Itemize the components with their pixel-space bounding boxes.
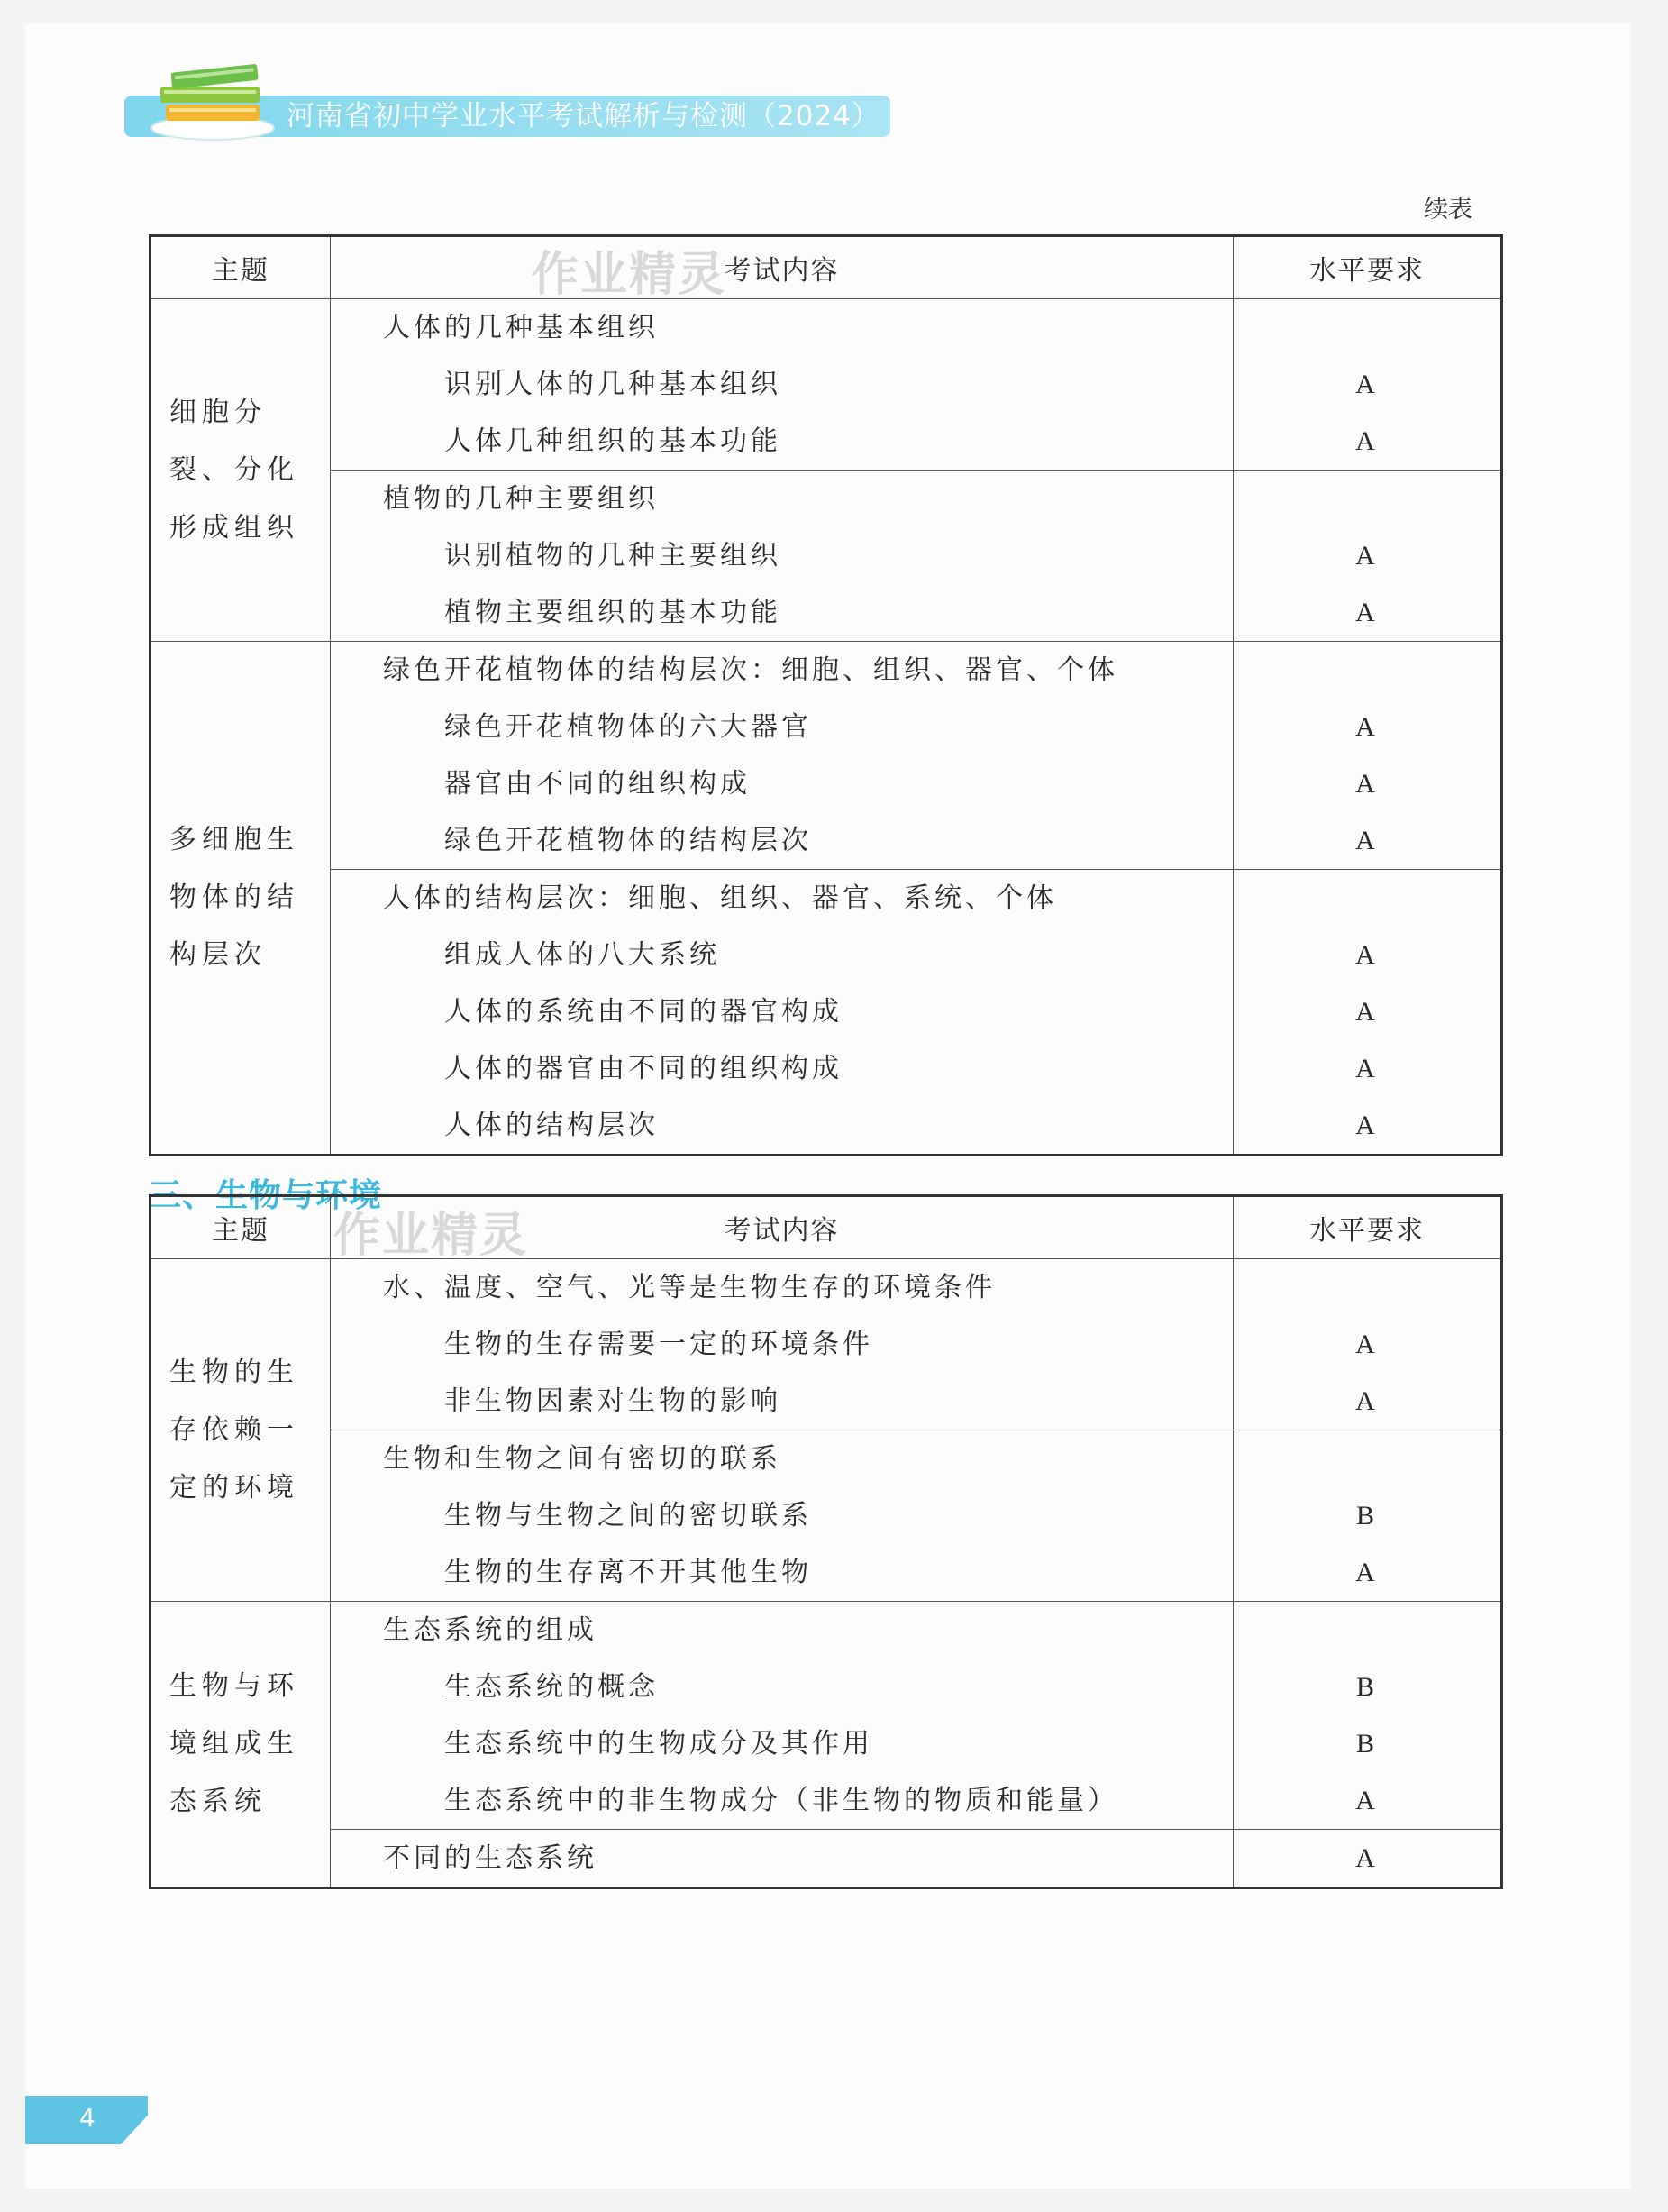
level-value: A — [1355, 1843, 1379, 1873]
content-item: 组成人体的八大系统 — [444, 939, 720, 971]
table-row — [150, 299, 1502, 471]
level-value: B — [1355, 1729, 1378, 1759]
level-cell — [1234, 1430, 1502, 1602]
content-item: 人体的结构层次 — [444, 1110, 659, 1141]
content-item: 生态系统中的非生物成分（非生物的物质和能量） — [444, 1785, 1118, 1816]
content-item: 人体的器官由不同的组织构成 — [444, 1053, 843, 1084]
level-value: A — [1355, 370, 1379, 399]
content-item: 生物与生物之间的密切联系 — [444, 1500, 812, 1531]
content-cell — [331, 642, 1234, 870]
content-item: 绿色开花植物体的结构层次 — [444, 825, 812, 856]
topic-cell: 多细胞生物体的结构层次 — [150, 642, 331, 1156]
topic-cell: 细胞分裂、分化形成组织 — [150, 299, 331, 642]
level-spacer — [1234, 471, 1500, 527]
level-value: A — [1355, 769, 1379, 799]
content-block-title: 生态系统的组成 — [383, 1614, 597, 1646]
level-cell — [1234, 1830, 1502, 1888]
level-spacer — [1234, 642, 1500, 699]
table-row — [150, 642, 1502, 870]
content-cell — [331, 1430, 1234, 1602]
content-item: 识别人体的几种基本组织 — [444, 369, 781, 400]
content-cell — [331, 1602, 1234, 1830]
level-value: A — [1355, 426, 1379, 456]
content-block-title: 植物的几种主要组织 — [383, 483, 659, 515]
content-block-title: 水、温度、空气、光等是生物生存的环境条件 — [383, 1272, 996, 1303]
content-item: 植物主要组织的基本功能 — [444, 597, 781, 628]
topic-cell: 生物与环境组成生态系统 — [150, 1602, 331, 1888]
level-value: A — [1355, 541, 1379, 571]
syllabus-table-1 — [149, 234, 1503, 1156]
page-header — [124, 58, 899, 141]
table-row — [150, 1259, 1502, 1430]
continued-label: 续表 — [1424, 196, 1472, 224]
level-value: A — [1355, 1786, 1379, 1815]
content-item: 器官由不同的组织构成 — [444, 768, 751, 800]
level-value: B — [1355, 1672, 1378, 1702]
content-block-title: 生物和生物之间有密切的联系 — [383, 1443, 781, 1475]
level-value: A — [1355, 598, 1379, 627]
content-item: 生物的生存离不开其他生物 — [444, 1557, 812, 1588]
level-value: A — [1355, 1054, 1379, 1083]
content-item: 人体几种组织的基本功能 — [444, 425, 781, 457]
content-item: 非生物因素对生物的影响 — [444, 1385, 781, 1417]
header-topic: 主题 — [150, 1196, 331, 1259]
level-spacer — [1234, 1259, 1500, 1316]
content-item: 人体的系统由不同的器官构成 — [444, 996, 843, 1028]
content-block-title: 人体的结构层次：细胞、组织、器官、系统、个体 — [383, 882, 1057, 914]
header-title: 河南省初中学业水平考试解析与检测（2024） — [287, 100, 880, 133]
level-value: A — [1355, 997, 1379, 1027]
level-cell — [1234, 299, 1502, 471]
header-content: 考试内容 — [331, 236, 1234, 299]
table-row — [150, 471, 1502, 642]
level-cell — [1234, 642, 1502, 870]
content-item: 生物的生存需要一定的环境条件 — [444, 1329, 873, 1360]
level-cell — [1234, 471, 1502, 642]
table-row — [150, 1830, 1502, 1888]
level-value: A — [1355, 826, 1379, 855]
table-header-row — [150, 236, 1502, 299]
content-item: 识别植物的几种主要组织 — [444, 540, 781, 571]
books-icon — [150, 58, 285, 141]
table-row — [150, 1602, 1502, 1830]
level-value: B — [1355, 1501, 1378, 1531]
page-number: 4 — [79, 2103, 96, 2133]
header-level: 水平要求 — [1234, 236, 1502, 299]
level-spacer — [1234, 299, 1500, 356]
level-cell — [1234, 870, 1502, 1156]
topic-cell: 生物的生存依赖一定的环境 — [150, 1259, 331, 1602]
content-cell — [331, 1830, 1234, 1888]
content-cell — [331, 870, 1234, 1156]
header-topic: 主题 — [150, 236, 331, 299]
level-spacer — [1234, 870, 1500, 927]
level-cell — [1234, 1259, 1502, 1430]
header-content: 考试内容 — [331, 1196, 1234, 1259]
content-item: 生态系统中的生物成分及其作用 — [444, 1728, 873, 1760]
table-row — [150, 1430, 1502, 1602]
table-row — [150, 870, 1502, 1156]
content-block-title: 绿色开花植物体的结构层次：细胞、组织、器官、个体 — [383, 654, 1118, 686]
header-level: 水平要求 — [1234, 1196, 1502, 1259]
content-cell — [331, 299, 1234, 471]
level-value: A — [1355, 1330, 1379, 1359]
watermark: 作业精灵 — [532, 248, 727, 302]
syllabus-table-2 — [149, 1194, 1503, 1889]
level-value: A — [1355, 1558, 1379, 1587]
level-spacer — [1234, 1430, 1500, 1487]
content-cell — [331, 471, 1234, 642]
level-cell — [1234, 1602, 1502, 1830]
level-value: A — [1355, 1111, 1379, 1140]
content-item: 生态系统的概念 — [444, 1671, 659, 1703]
level-value: A — [1355, 940, 1379, 970]
level-value: A — [1355, 1386, 1379, 1416]
table-header-row — [150, 1196, 1502, 1259]
level-value: A — [1355, 712, 1379, 742]
watermark: 作业精灵 — [333, 1209, 529, 1263]
level-spacer — [1234, 1602, 1500, 1659]
content-block-title: 不同的生态系统 — [383, 1842, 597, 1874]
section-title: 三、生物与环境 — [149, 1177, 383, 1214]
content-item: 绿色开花植物体的六大器官 — [444, 711, 812, 743]
content-cell — [331, 1259, 1234, 1430]
content-block-title: 人体的几种基本组织 — [383, 312, 659, 343]
